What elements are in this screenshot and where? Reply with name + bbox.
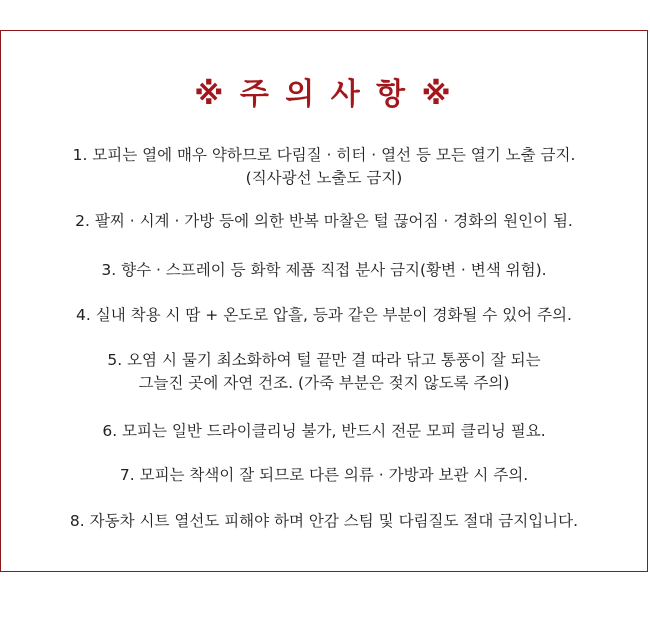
notice-item-3-line-1: 3. 향수 · 스프레이 등 화학 제품 직접 분사 금지(황변 · 변색 위험).: [101, 261, 547, 279]
notice-item-8-line-1: 8. 자동차 시트 열선도 피해야 하며 안감 스팀 및 다림질도 절대 금지입니다.: [69, 512, 579, 530]
notice-title: ※ 주 의 사 항 ※: [194, 77, 454, 112]
notice-item-1: [1, 144, 647, 190]
notice-item-4: [1, 304, 647, 327]
notice-item-6-line-1: 6. 모피는 일반 드라이클리닝 불가, 반드시 전문 모피 클리닝 필요.: [102, 422, 546, 440]
notice-item-2: [1, 210, 647, 233]
notice-box: [0, 30, 648, 572]
notice-item-3: [1, 259, 647, 282]
notice-item-4-line-1: 4. 실내 착용 시 땀 + 온도로 압흘, 등과 같은 부분이 경화될 수 있어 주의.: [76, 306, 572, 324]
notice-item-1-line-1: 1. 모피는 열에 매우 약하므로 다림질 · 히터 · 열선 등 모든 열기 노출 금지.: [72, 146, 576, 164]
notice-item-5-line-1: 5. 오염 시 물기 최소화하여 털 끝만 결 따라 닦고 통풍이 잘 되는: [107, 351, 541, 369]
notice-item-2-line-1: 2. 팔찌 · 시계 · 가방 등에 의한 반복 마찰은 털 끊어짐 · 경화의 원인이 됨.: [75, 212, 573, 230]
notice-item-5-line-2: 그늘진 곳에 자연 건조. (가죽 부분은 젖지 않도록 주의): [138, 374, 510, 392]
notice-item-7: [1, 464, 647, 487]
notice-item-7-line-1: 7. 모피는 착색이 잘 되므로 다른 의류 · 가방과 보관 시 주의.: [119, 466, 529, 484]
notice-item-8: [1, 510, 647, 533]
notice-item-6: [1, 420, 647, 443]
notice-item-1-line-2: (직사광선 노출도 금지): [245, 169, 403, 187]
notice-item-5: [1, 349, 647, 395]
